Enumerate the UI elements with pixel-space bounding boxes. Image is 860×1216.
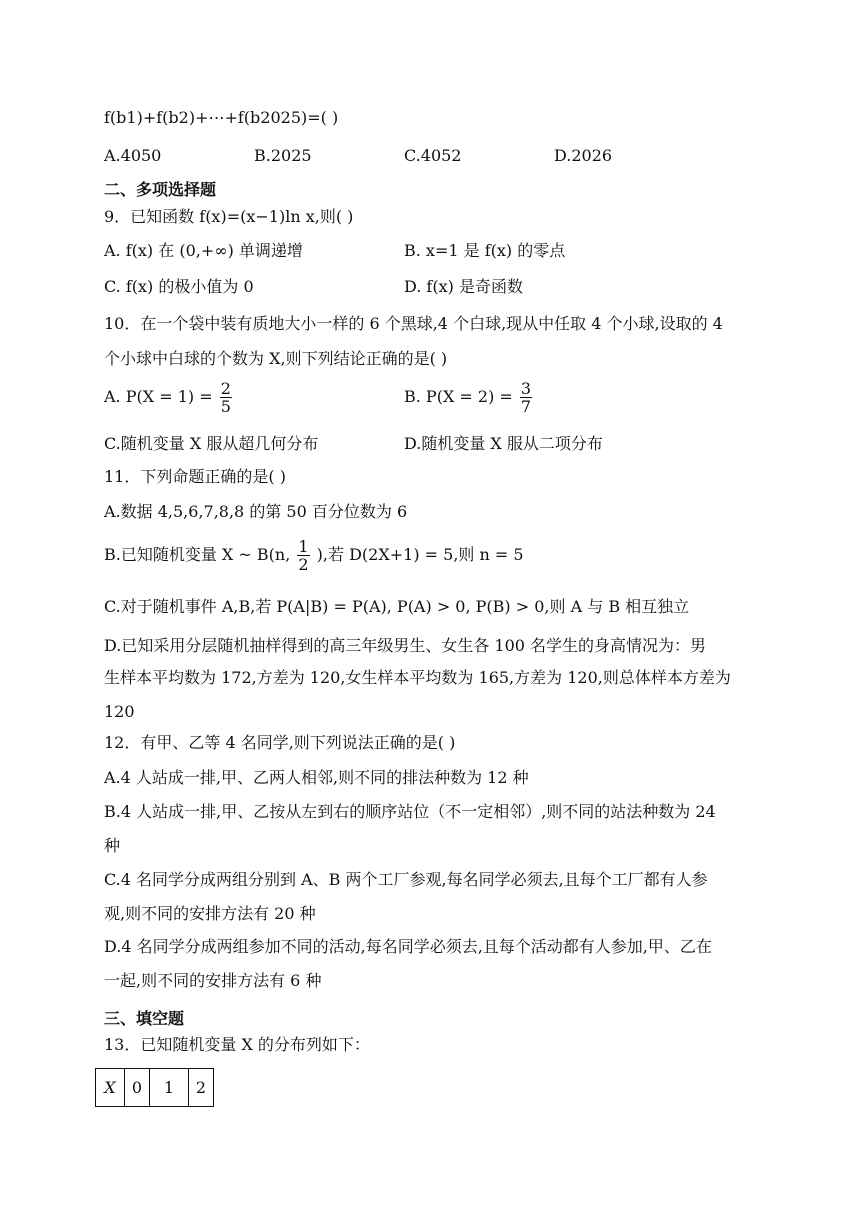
q8-option-d: D.2026 [554, 146, 613, 165]
table-cell: 2 [189, 1069, 214, 1107]
q12-option-d-line1: D.4 名同学分成两组参加不同的活动,每名同学必须去,且每个活动都有人参加,甲、乙在 [104, 937, 712, 956]
q12-option-b-line2: 种 [104, 836, 121, 855]
q13-stem: 13．已知随机变量 X 的分布列如下： [104, 1035, 370, 1054]
q9-option-a: A. f(x) 在 (0,+∞) 单调递增 [104, 241, 303, 260]
section-heading-fill-in: 三、填空题 [104, 1009, 185, 1028]
table-cell: 0 [125, 1069, 150, 1107]
q11-option-b-fraction [297, 538, 309, 573]
q8-option-a: A.4050 [104, 146, 162, 165]
fraction-numerator: 3 [520, 379, 532, 398]
q10-option-b [404, 380, 534, 415]
table-row [96, 1069, 214, 1107]
q11-option-d-line3: 120 [104, 702, 135, 721]
fraction-numerator: 1 [298, 537, 309, 556]
q11-option-b-condition: ),若 D(2X+1) = 5,则 n = 5 [316, 545, 524, 564]
q8-expression: f(b1)+f(b2)+⋯+f(b2025)=( ) [104, 108, 339, 127]
q10-stem-line2: 个小球中白球的个数为 X,则下列结论正确的是( ) [104, 349, 448, 368]
q9-option-c: C. f(x) 的极小值为 0 [104, 277, 254, 296]
fraction-numerator: 2 [220, 379, 231, 398]
fraction-denominator: 5 [220, 397, 231, 416]
q11-option-a: A.数据 4,5,6,7,8,8 的第 50 百分位数为 6 [104, 502, 408, 521]
table-cell-text: X [104, 1078, 116, 1097]
q12-stem: 12．有甲、乙等 4 名同学,则下列说法正确的是( ) [104, 733, 456, 752]
q12-option-c-line2: 观,则不同的安排方法有 20 种 [104, 904, 316, 923]
q8-option-c: C.4052 [404, 146, 462, 165]
q12-option-d-line2: 一起,则不同的安排方法有 6 种 [104, 971, 322, 990]
section-heading-multiple-choice: 二、多项选择题 [104, 180, 217, 199]
q10-option-b-fraction [520, 380, 532, 415]
q10-option-a [104, 380, 234, 415]
q10-option-d: D.随机变量 X 服从二项分布 [404, 434, 603, 453]
q10-option-a-fraction [220, 380, 232, 415]
q12-option-b-line1: B.4 人站成一排,甲、乙按从左到右的顺序站位（不一定相邻）,则不同的站法种数为 24 [104, 802, 716, 821]
table-cell: 1 [150, 1069, 189, 1107]
q11-option-b [104, 538, 524, 573]
q12-option-a: A.4 人站成一排,甲、乙两人相邻,则不同的排法种数为 12 种 [104, 768, 529, 787]
q10-option-a-text: A. P(X = 1) = [104, 387, 213, 406]
fraction-denominator: 7 [520, 397, 532, 416]
q8-option-b: B.2025 [254, 146, 312, 165]
table-cell [96, 1069, 125, 1107]
q10-option-c: C.随机变量 X 服从超几何分布 [104, 434, 319, 453]
q10-option-b-text: B. P(X = 2) = [404, 387, 513, 406]
distribution-table [95, 1068, 214, 1107]
q10-stem-line1: 10．在一个袋中装有质地大小一样的 6 个黑球,4 个白球,现从中任取 4 个小球,设取的 4 [104, 314, 723, 333]
fraction-denominator: 2 [298, 555, 309, 574]
q11-option-d-line2: 生样本平均数为 172,方差为 120,女生样本平均数为 165,方差为 120,则总体样本方差为 [104, 668, 731, 687]
q11-option-d-line1: D.已知采用分层随机抽样得到的高三年级男生、女生各 100 名学生的身高情况为：男 [104, 636, 707, 655]
q9-option-d: D. f(x) 是奇函数 [404, 277, 523, 296]
q11-option-c: C.对于随机事件 A,B,若 P(A|B) = P(A), P(A) > 0, P(B) > 0,则 A 与 B 相互独立 [104, 597, 690, 616]
q11-stem: 11．下列命题正确的是( ) [104, 467, 286, 486]
q12-option-c-line1: C.4 名同学分成两组分别到 A、B 两个工厂参观,每名同学必须去,且每个工厂都有人参 [104, 870, 708, 889]
q9-stem: 9．已知函数 f(x)=(x−1)ln x,则( ) [104, 207, 354, 226]
q9-option-b: B. x=1 是 f(x) 的零点 [404, 241, 566, 260]
q11-option-b-text: B.已知随机变量 X ~ B(n, [104, 545, 291, 564]
